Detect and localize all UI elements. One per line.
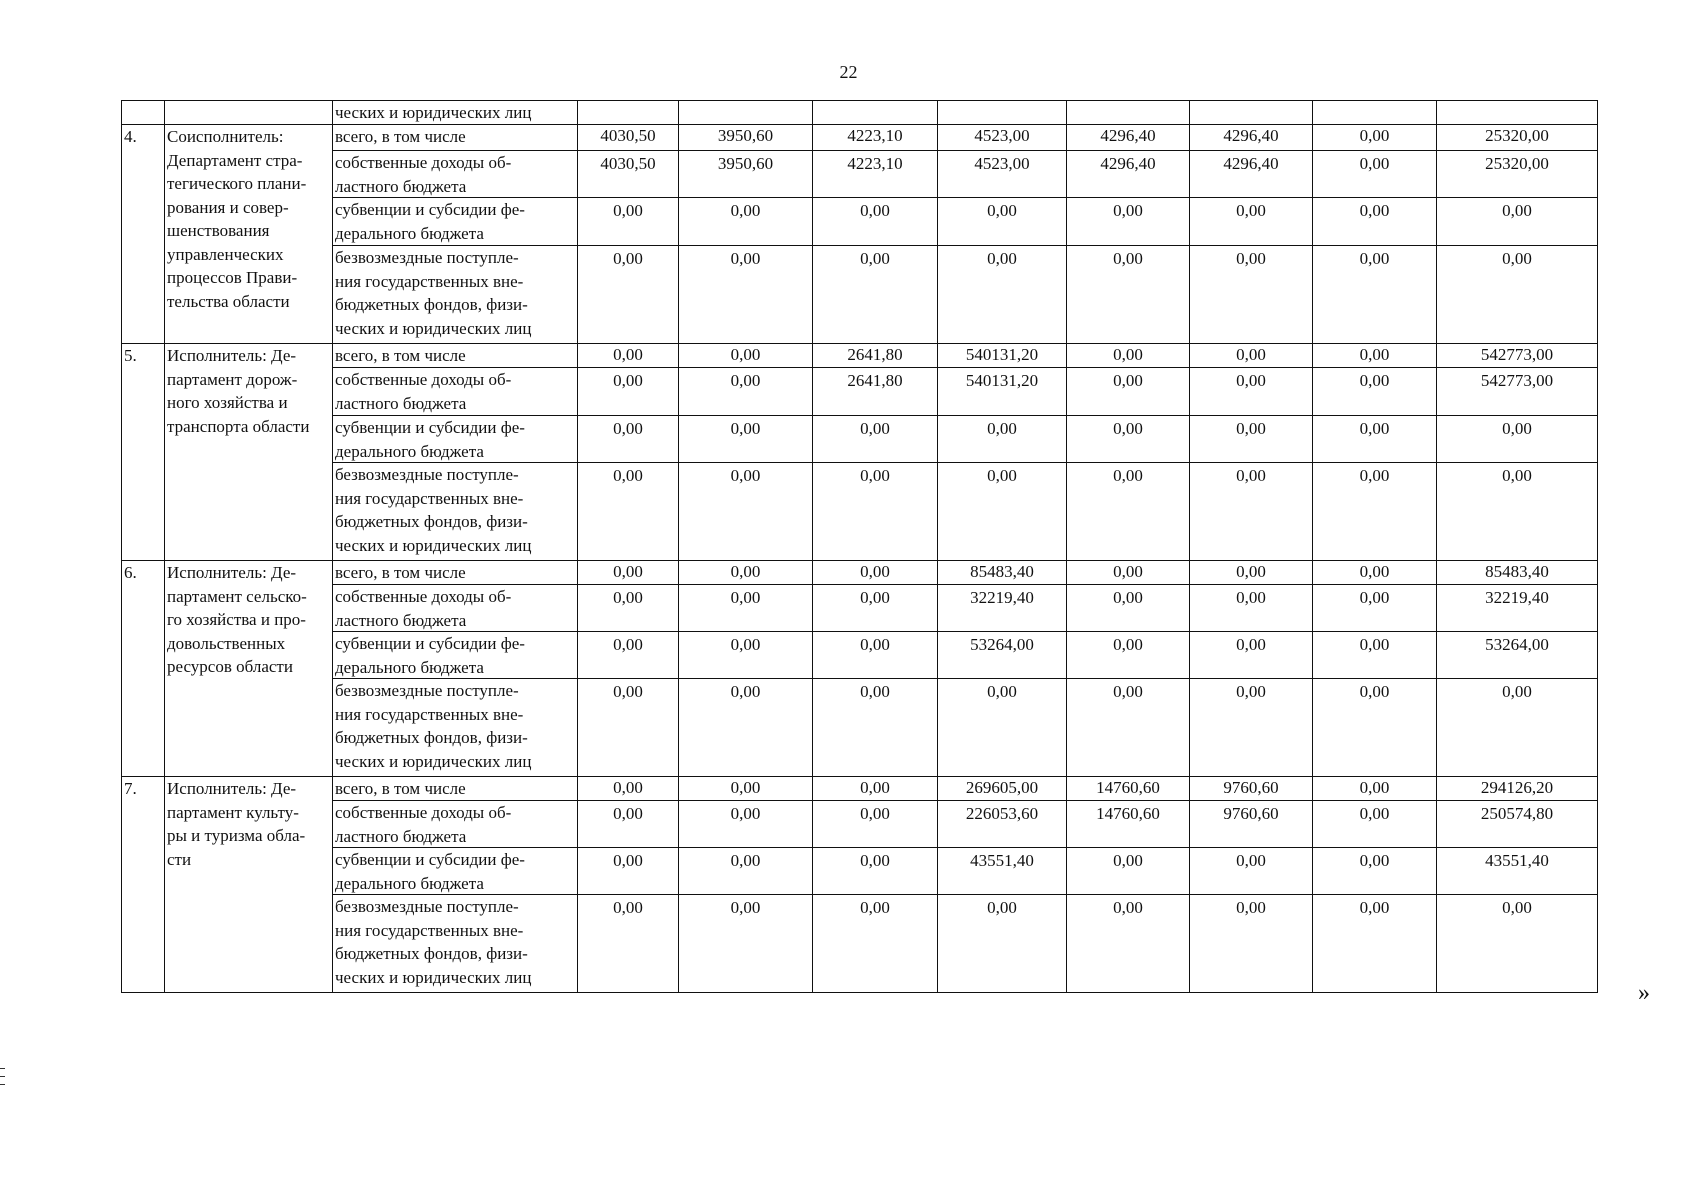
amount-cell [1189, 100, 1313, 125]
amount-cell: 0,00 [937, 678, 1067, 777]
amount-cell [1312, 100, 1437, 125]
amount-cell: 0,00 [1189, 560, 1313, 585]
amount-cell [1436, 100, 1598, 125]
amount-cell: 0,00 [577, 343, 679, 368]
amount-cell: 4223,10 [812, 150, 938, 198]
amount-cell: 0,00 [1066, 631, 1190, 679]
source-total: всего, в том числе [332, 343, 578, 368]
amount-cell: 0,00 [678, 415, 813, 463]
amount-total: 542773,00 [1436, 343, 1598, 368]
amount-total: 53264,00 [1436, 631, 1598, 679]
amount-cell: 0,00 [1312, 462, 1437, 561]
amount-cell: 4296,40 [1189, 150, 1313, 198]
amount-cell: 0,00 [1066, 343, 1190, 368]
executor-cell [164, 100, 333, 125]
funding-source: субвенции и субсидии фе- дерального бюджета [332, 197, 578, 246]
amount-cell: 0,00 [1312, 415, 1437, 463]
amount-cell: 0,00 [678, 776, 813, 801]
amount-cell: 0,00 [577, 847, 679, 895]
amount-cell: 0,00 [577, 462, 679, 561]
amount-cell: 0,00 [812, 800, 938, 848]
amount-cell: 0,00 [577, 800, 679, 848]
amount-cell: 0,00 [1066, 894, 1190, 993]
row-number: 5. [121, 343, 165, 561]
margin-tick [0, 1068, 5, 1069]
amount-cell: 85483,40 [937, 560, 1067, 585]
amount-cell: 0,00 [1066, 197, 1190, 246]
amount-cell: 0,00 [678, 894, 813, 993]
amount-cell: 0,00 [812, 245, 938, 344]
funding-source: безвозмездные поступле- ния государственных вне- бюджетных фондов, физи- ческих и юридических лиц [332, 462, 578, 561]
amount-total: 542773,00 [1436, 367, 1598, 416]
amount-cell [678, 100, 813, 125]
amount-cell: 0,00 [1066, 560, 1190, 585]
amount-cell: 0,00 [1312, 197, 1437, 246]
funding-source: безвозмездные поступле- ния государственных вне- бюджетных фондов, физи- ческих и юридических лиц [332, 894, 578, 993]
row-number: 7. [121, 776, 165, 993]
margin-tick [0, 1084, 5, 1085]
funding-source: собственные доходы об- ластного бюджета [332, 367, 578, 416]
amount-cell: 4223,10 [812, 124, 938, 151]
amount-cell: 43551,40 [937, 847, 1067, 895]
funding-source: безвозмездные поступле- ния государственных вне- бюджетных фондов, физи- ческих и юридических лиц [332, 678, 578, 777]
amount-cell: 0,00 [812, 584, 938, 632]
page-number: 22 [839, 62, 858, 82]
amount-cell: 0,00 [577, 584, 679, 632]
executor-name: Исполнитель: Де- партамент культу- ры и туризма обла- сти [164, 776, 333, 993]
source-cell: ческих и юридических лиц [332, 100, 578, 125]
amount-cell: 3950,60 [678, 150, 813, 198]
amount-cell: 0,00 [577, 560, 679, 585]
row-number: 4. [121, 124, 165, 344]
amount-cell: 0,00 [1189, 343, 1313, 368]
amount-cell [1066, 100, 1190, 125]
amount-cell: 3950,60 [678, 124, 813, 151]
amount-cell: 0,00 [937, 197, 1067, 246]
amount-cell: 0,00 [678, 800, 813, 848]
amount-cell: 2641,80 [812, 343, 938, 368]
amount-cell: 0,00 [1312, 367, 1437, 416]
amount-cell: 269605,00 [937, 776, 1067, 801]
source-total: всего, в том числе [332, 560, 578, 585]
amount-cell: 540131,20 [937, 367, 1067, 416]
amount-cell: 4296,40 [1066, 124, 1190, 151]
amount-total: 0,00 [1436, 894, 1598, 993]
amount-cell: 0,00 [1189, 462, 1313, 561]
amount-cell: 0,00 [577, 776, 679, 801]
amount-cell: 0,00 [577, 245, 679, 344]
executor-name: Исполнитель: Де- партамент дорож- ного хозяйства и транспорта области [164, 343, 333, 561]
amount-cell: 0,00 [678, 631, 813, 679]
amount-cell: 0,00 [678, 197, 813, 246]
amount-total: 250574,80 [1436, 800, 1598, 848]
amount-cell: 0,00 [577, 415, 679, 463]
amount-cell: 0,00 [1312, 631, 1437, 679]
amount-cell: 0,00 [1312, 124, 1437, 151]
amount-cell: 0,00 [1312, 584, 1437, 632]
amount-cell: 0,00 [1066, 245, 1190, 344]
funding-source: безвозмездные поступле- ния государственных вне- бюджетных фондов, физи- ческих и юридических лиц [332, 245, 578, 344]
funding-source: собственные доходы об- ластного бюджета [332, 800, 578, 848]
funding-source: субвенции и субсидии фе- дерального бюджета [332, 847, 578, 895]
amount-cell: 14760,60 [1066, 776, 1190, 801]
amount-cell: 0,00 [577, 367, 679, 416]
amount-cell: 4523,00 [937, 150, 1067, 198]
margin-tick [0, 1076, 5, 1077]
amount-cell: 0,00 [678, 245, 813, 344]
row-number: 6. [121, 560, 165, 777]
amount-cell: 0,00 [812, 776, 938, 801]
source-total: всего, в том числе [332, 776, 578, 801]
source-total: всего, в том числе [332, 124, 578, 151]
funding-source: субвенции и субсидии фе- дерального бюджета [332, 415, 578, 463]
amount-cell: 0,00 [937, 894, 1067, 993]
amount-cell: 0,00 [1312, 776, 1437, 801]
amount-cell: 0,00 [812, 678, 938, 777]
amount-cell: 32219,40 [937, 584, 1067, 632]
amount-total: 85483,40 [1436, 560, 1598, 585]
amount-cell: 4296,40 [1066, 150, 1190, 198]
amount-cell: 0,00 [1066, 847, 1190, 895]
amount-cell: 0,00 [812, 462, 938, 561]
amount-cell: 4030,50 [577, 150, 679, 198]
amount-total: 0,00 [1436, 245, 1598, 344]
amount-cell [937, 100, 1067, 125]
amount-total: 0,00 [1436, 197, 1598, 246]
amount-total: 0,00 [1436, 678, 1598, 777]
amount-cell: 0,00 [1066, 678, 1190, 777]
amount-cell: 14760,60 [1066, 800, 1190, 848]
amount-cell: 0,00 [1189, 584, 1313, 632]
amount-cell: 9760,60 [1189, 776, 1313, 801]
funding-source: собственные доходы об- ластного бюджета [332, 150, 578, 198]
amount-total: 0,00 [1436, 415, 1598, 463]
amount-cell: 0,00 [1066, 462, 1190, 561]
amount-cell: 0,00 [812, 894, 938, 993]
amount-total: 25320,00 [1436, 124, 1598, 151]
amount-cell: 0,00 [1066, 367, 1190, 416]
amount-cell: 0,00 [812, 847, 938, 895]
amount-cell: 0,00 [1066, 415, 1190, 463]
amount-cell: 226053,60 [937, 800, 1067, 848]
executor-name: Соисполнитель: Департамент стра- тегического плани- рования и совер- шенствования управленческих процессов Прави- тельства области [164, 124, 333, 344]
amount-cell [812, 100, 938, 125]
amount-cell: 0,00 [1312, 894, 1437, 993]
amount-cell: 0,00 [1312, 847, 1437, 895]
amount-cell: 0,00 [678, 847, 813, 895]
amount-cell: 0,00 [678, 343, 813, 368]
amount-cell: 0,00 [1312, 150, 1437, 198]
amount-cell: 540131,20 [937, 343, 1067, 368]
amount-cell: 0,00 [577, 678, 679, 777]
amount-cell: 0,00 [1312, 245, 1437, 344]
amount-cell: 0,00 [1189, 631, 1313, 679]
amount-cell: 9760,60 [1189, 800, 1313, 848]
amount-cell: 0,00 [1312, 343, 1437, 368]
amount-cell: 0,00 [812, 197, 938, 246]
amount-cell: 0,00 [1189, 415, 1313, 463]
amount-cell: 0,00 [812, 560, 938, 585]
amount-cell: 4030,50 [577, 124, 679, 151]
amount-cell: 0,00 [1066, 584, 1190, 632]
funding-source: собственные доходы об- ластного бюджета [332, 584, 578, 632]
index-cell [121, 100, 165, 125]
amount-cell: 0,00 [1312, 800, 1437, 848]
amount-cell: 0,00 [1189, 197, 1313, 246]
amount-cell: 53264,00 [937, 631, 1067, 679]
funding-source: субвенции и субсидии фе- дерального бюджета [332, 631, 578, 679]
amount-cell: 4523,00 [937, 124, 1067, 151]
amount-cell: 0,00 [1189, 245, 1313, 344]
amount-total: 25320,00 [1436, 150, 1598, 198]
amount-cell: 0,00 [1189, 847, 1313, 895]
amount-cell: 0,00 [1312, 678, 1437, 777]
amount-cell: 0,00 [678, 560, 813, 585]
amount-cell: 0,00 [577, 894, 679, 993]
amount-cell: 0,00 [812, 415, 938, 463]
amount-cell: 0,00 [678, 462, 813, 561]
amount-cell: 0,00 [1312, 560, 1437, 585]
amount-cell: 0,00 [577, 631, 679, 679]
amount-cell: 0,00 [1189, 894, 1313, 993]
amount-total: 43551,40 [1436, 847, 1598, 895]
amount-cell: 0,00 [937, 462, 1067, 561]
amount-cell: 0,00 [1189, 367, 1313, 416]
amount-cell: 4296,40 [1189, 124, 1313, 151]
amount-cell: 0,00 [577, 197, 679, 246]
executor-name: Исполнитель: Де- партамент сельско- го хозяйства и про- довольственных ресурсов области [164, 560, 333, 777]
amount-cell [577, 100, 679, 125]
amount-total: 0,00 [1436, 462, 1598, 561]
amount-cell: 0,00 [678, 584, 813, 632]
amount-cell: 0,00 [937, 415, 1067, 463]
amount-cell: 0,00 [678, 678, 813, 777]
amount-total: 294126,20 [1436, 776, 1598, 801]
amount-cell: 2641,80 [812, 367, 938, 416]
closing-quote: » [1638, 980, 1650, 1006]
amount-total: 32219,40 [1436, 584, 1598, 632]
amount-cell: 0,00 [1189, 678, 1313, 777]
amount-cell: 0,00 [937, 245, 1067, 344]
amount-cell: 0,00 [812, 631, 938, 679]
amount-cell: 0,00 [678, 367, 813, 416]
